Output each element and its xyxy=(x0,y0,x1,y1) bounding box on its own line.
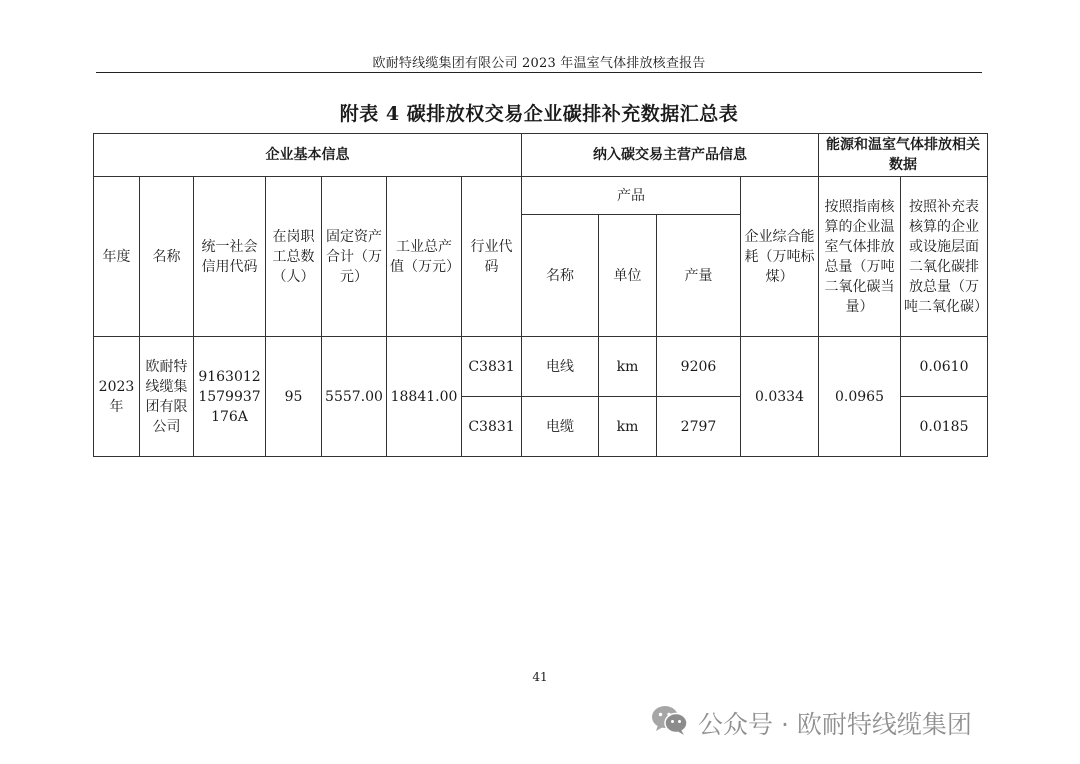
cell-guideline-total: 0.0965 xyxy=(819,337,901,457)
summary-table xyxy=(93,133,988,457)
column-header-row xyxy=(94,177,988,215)
cell-energy: 0.0334 xyxy=(741,337,819,457)
wechat-icon xyxy=(650,703,690,743)
col-guideline-total: 按照指南核算的企业温室气体排放总量（万吨二氧化碳当量） xyxy=(819,177,901,337)
cell-employees: 95 xyxy=(266,337,322,457)
col-industrial-output: 工业总产值（万元） xyxy=(387,177,462,337)
col-year: 年度 xyxy=(94,177,140,337)
col-employees: 在岗职工总数（人） xyxy=(266,177,322,337)
header-rule xyxy=(96,72,982,73)
col-product-name: 名称 xyxy=(522,215,599,337)
cell-fixed-assets: 5557.00 xyxy=(322,337,387,457)
cell-product-name: 电线 xyxy=(522,337,599,397)
cell-industry-code: C3831 xyxy=(462,397,522,457)
col-name: 名称 xyxy=(140,177,194,337)
col-unit: 单位 xyxy=(599,215,657,337)
col-energy: 企业综合能耗（万吨标煤） xyxy=(741,177,819,337)
col-industry-code: 行业代码 xyxy=(462,177,522,337)
cell-name: 欧耐特线缆集团有限公司 xyxy=(140,337,194,457)
group-product-info: 纳入碳交易主营产品信息 xyxy=(522,134,819,177)
group-energy-ghg: 能源和温室气体排放相关数据 xyxy=(819,134,988,177)
col-output: 产量 xyxy=(657,215,741,337)
cell-supplementary: 0.0185 xyxy=(901,397,988,457)
cell-unit: km xyxy=(599,337,657,397)
watermark-text: 公众号 · 欧耐特线缆集团 xyxy=(698,710,972,739)
cell-credit-code: 91630121579937176A xyxy=(194,337,266,457)
table-row xyxy=(94,337,988,397)
cell-industry-code: C3831 xyxy=(462,337,522,397)
cell-product-name: 电缆 xyxy=(522,397,599,457)
cell-unit: km xyxy=(599,397,657,457)
col-supplementary-total: 按照补充表核算的企业或设施层面二氧化碳排放总量（万吨二氧化碳） xyxy=(901,177,988,337)
cell-output: 9206 xyxy=(657,337,741,397)
group-header-row xyxy=(94,134,988,177)
cell-industrial-output: 18841.00 xyxy=(387,337,462,457)
watermark xyxy=(650,703,972,743)
cell-supplementary: 0.0610 xyxy=(901,337,988,397)
table-title: 附表 4 碳排放权交易企业碳排补充数据汇总表 xyxy=(339,103,739,125)
cell-year: 2023年 xyxy=(94,337,140,457)
col-credit-code: 统一社会信用代码 xyxy=(194,177,266,337)
group-basic-info: 企业基本信息 xyxy=(94,134,522,177)
col-fixed-assets: 固定资产合计（万元） xyxy=(322,177,387,337)
cell-output: 2797 xyxy=(657,397,741,457)
page-header: 欧耐特线缆集团有限公司 2023 年温室气体排放核查报告 xyxy=(372,56,706,71)
page-number: 41 xyxy=(532,670,548,684)
col-product: 产品 xyxy=(522,177,741,215)
